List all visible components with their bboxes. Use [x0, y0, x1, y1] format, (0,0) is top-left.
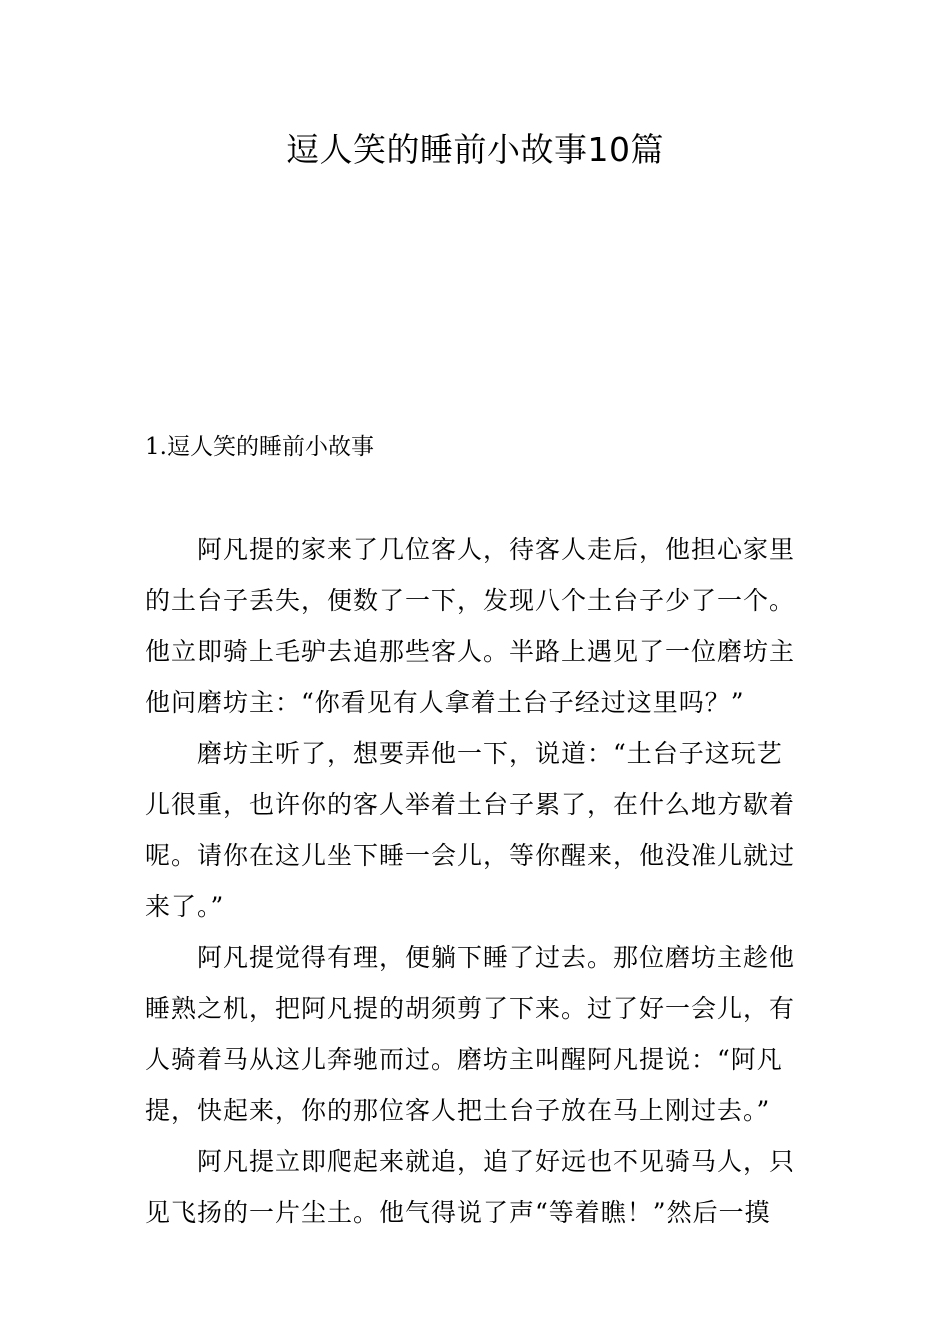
paragraph-line: 人骑着马从这儿奔驰而过。磨坊主叫醒阿凡提说：“阿凡	[145, 1045, 783, 1074]
section-heading: 1.逗人笑的睡前小故事	[145, 434, 374, 460]
paragraph-line: 提，快起来，你的那位客人把土台子放在马上刚过去。”	[145, 1096, 771, 1125]
paragraph-line: 来了。”	[145, 892, 225, 921]
paragraph-line: 呢。请你在这儿坐下睡一会儿，等你醒来，他没准儿就过	[145, 841, 796, 870]
paragraph-line: 他问磨坊主：“你看见有人拿着土台子经过这里吗？”	[145, 688, 745, 717]
paragraph-line: 阿凡提觉得有理，便躺下睡了过去。那位磨坊主趁他	[197, 943, 796, 972]
paragraph-line: 阿凡提立即爬起来就追，追了好远也不见骑马人，只	[197, 1147, 796, 1176]
document-title: 逗人笑的睡前小故事10篇	[286, 130, 664, 169]
paragraph-line: 睡熟之机，把阿凡提的胡须剪了下来。过了好一会儿，有	[145, 994, 796, 1023]
paragraph-line: 见飞扬的一片尘土。他气得说了声“等着瞧！”然后一摸	[145, 1198, 771, 1227]
paragraph-line: 的土台子丢失，便数了一下，发现八个土台子少了一个。	[145, 586, 796, 615]
story-body	[145, 524, 810, 1238]
paragraph-line: 他立即骑上毛驴去追那些客人。半路上遇见了一位磨坊主	[145, 637, 796, 666]
paragraph-line: 阿凡提的家来了几位客人，待客人走后，他担心家里	[197, 535, 796, 564]
paragraph-line: 磨坊主听了，想要弄他一下，说道：“土台子这玩艺	[197, 739, 783, 768]
paragraph-line: 儿很重，也许你的客人举着土台子累了，在什么地方歇着	[145, 790, 796, 819]
